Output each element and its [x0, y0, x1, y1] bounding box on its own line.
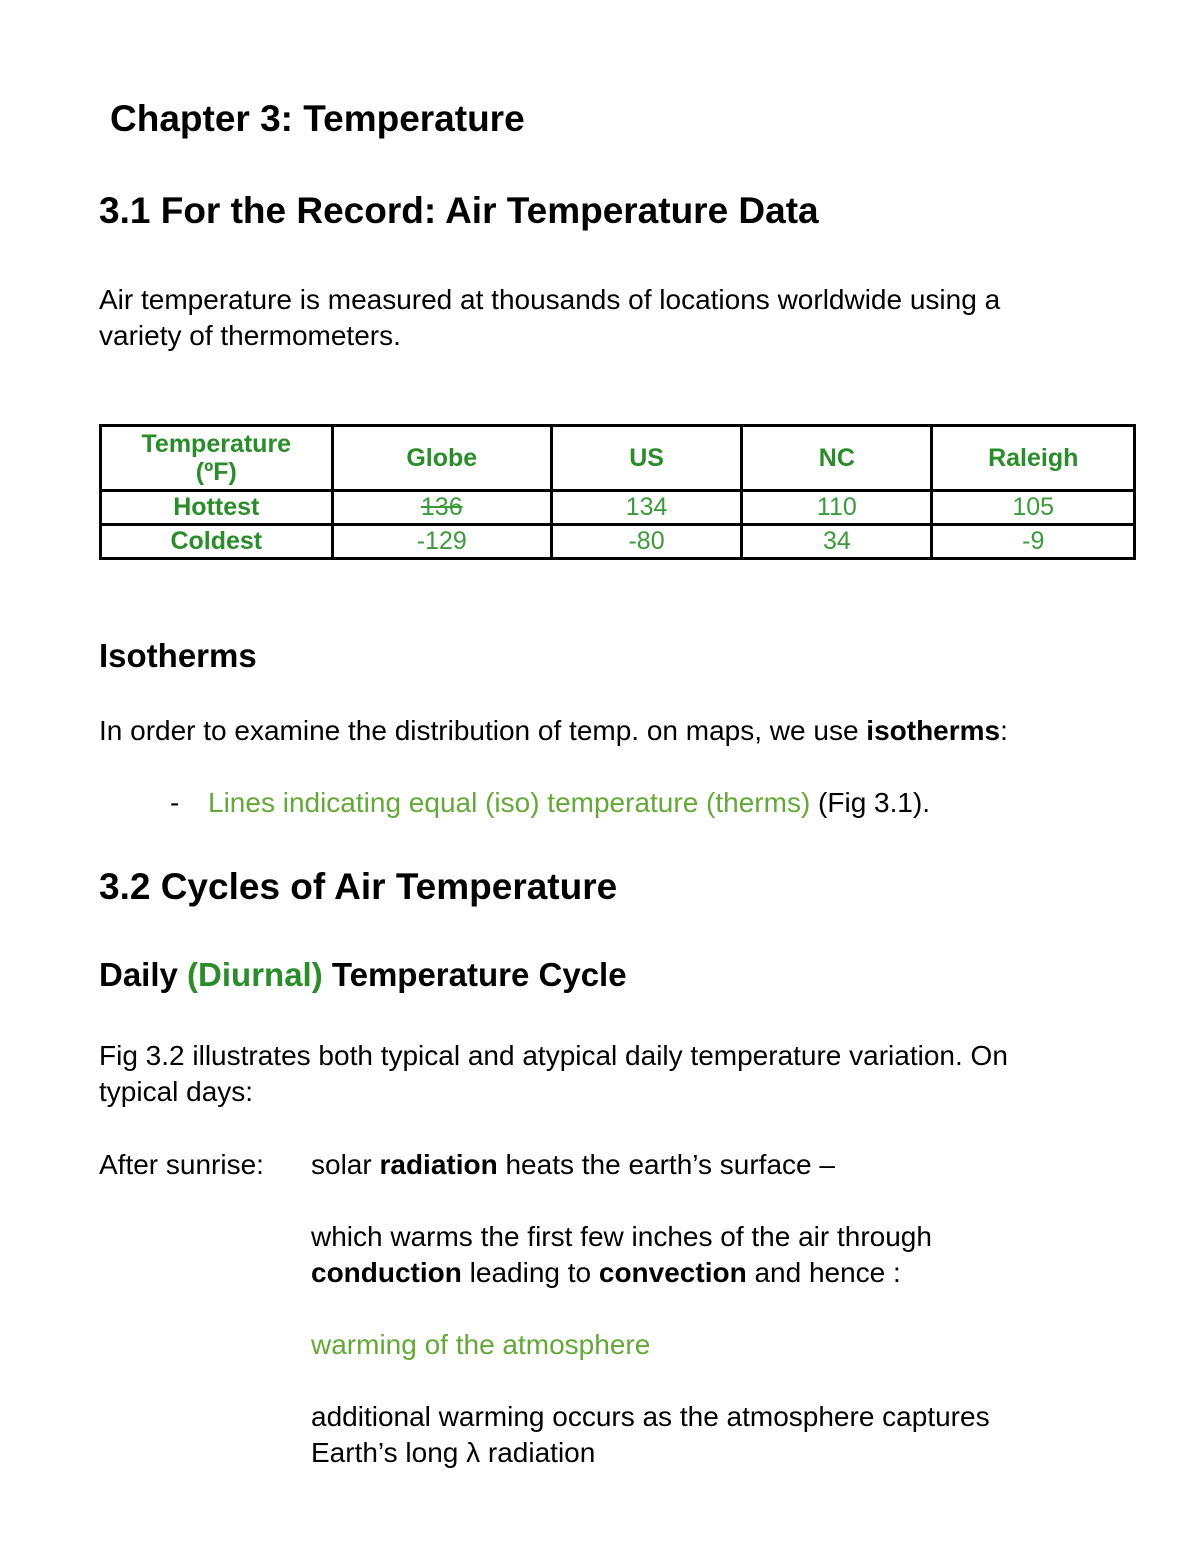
- step4-line-1: additional warming occurs as the atmosphere captures: [311, 1401, 990, 1432]
- bullet-dash: -: [170, 787, 180, 818]
- corner-line-1: Temperature: [141, 430, 292, 458]
- subtitle-part-1: Daily: [99, 956, 188, 993]
- column-header: Globe: [332, 426, 551, 491]
- column-header: Raleigh: [932, 426, 1135, 491]
- step-additional-warming: [311, 1399, 990, 1471]
- table-cell: -9: [932, 525, 1135, 559]
- table-header-row: [101, 426, 1135, 491]
- table-cell: 105: [932, 491, 1135, 525]
- strikethrough-value: 136: [420, 493, 463, 521]
- isotherms-term: isotherms: [866, 715, 1001, 746]
- step1-radiation: radiation: [379, 1149, 498, 1180]
- section-3-1-intro: [99, 282, 1000, 354]
- table-row: [101, 491, 1135, 525]
- section-3-2-title: 3.2 Cycles of Air Temperature: [99, 866, 618, 907]
- table-cell: -129: [332, 525, 551, 559]
- figure-reference: (Fig 3.1).: [810, 787, 931, 818]
- step2-convection: convection: [598, 1257, 747, 1288]
- isotherms-text-before: In order to examine the distribution of temp. on maps, we use: [99, 715, 867, 746]
- row-label: Coldest: [101, 525, 333, 559]
- column-header: NC: [742, 426, 932, 491]
- figure-description: [99, 1038, 1008, 1110]
- isotherms-text: [99, 713, 1008, 749]
- step1-a: solar: [311, 1149, 380, 1180]
- step-warming: warming of the atmosphere: [311, 1329, 651, 1360]
- step2-line-1: which warms the first few inches of the air through: [311, 1221, 932, 1252]
- temperature-records-table: [99, 424, 1136, 560]
- step2-mid: leading to: [461, 1257, 599, 1288]
- after-sunrise-label: After sunrise:: [99, 1149, 264, 1180]
- step-conduction: [311, 1219, 932, 1291]
- row-label: Hottest: [101, 491, 333, 525]
- step2-end: and hence :: [746, 1257, 901, 1288]
- column-header: US: [551, 426, 741, 491]
- table-row: [101, 525, 1135, 559]
- step-solar-radiation: [311, 1147, 835, 1183]
- table-cell: -80: [551, 525, 741, 559]
- table-cell: 110: [742, 491, 932, 525]
- subtitle-part-2: Temperature Cycle: [322, 956, 627, 993]
- chapter-title: Chapter 3: Temperature: [110, 98, 525, 139]
- step4-line-2: Earth’s long λ radiation: [311, 1437, 596, 1468]
- table-cell: [332, 491, 551, 525]
- isotherms-bullet: [170, 785, 930, 821]
- fig-line-2: typical days:: [99, 1076, 254, 1107]
- table-cell: 34: [742, 525, 932, 559]
- section-3-1-title: 3.1 For the Record: Air Temperature Data: [99, 190, 819, 231]
- step1-b: heats the earth’s surface –: [497, 1149, 835, 1180]
- isotherms-title: Isotherms: [99, 637, 257, 674]
- subtitle-diurnal: (Diurnal): [187, 956, 323, 993]
- isotherms-text-after: :: [1000, 715, 1008, 746]
- intro-line-2: variety of thermometers.: [99, 320, 401, 351]
- table-cell: 134: [551, 491, 741, 525]
- isotherms-definition: Lines indicating equal (iso) temperature (therms): [208, 787, 811, 818]
- table-corner-header: [101, 426, 333, 491]
- intro-line-1: Air temperature is measured at thousands of locations worldwide using a: [99, 284, 1001, 315]
- diurnal-cycle-title: [99, 956, 627, 994]
- fig-line-1: Fig 3.2 illustrates both typical and atypical daily temperature variation. On: [99, 1040, 1008, 1071]
- corner-line-2: (ºF): [195, 458, 237, 486]
- step2-conduction: conduction: [311, 1257, 462, 1288]
